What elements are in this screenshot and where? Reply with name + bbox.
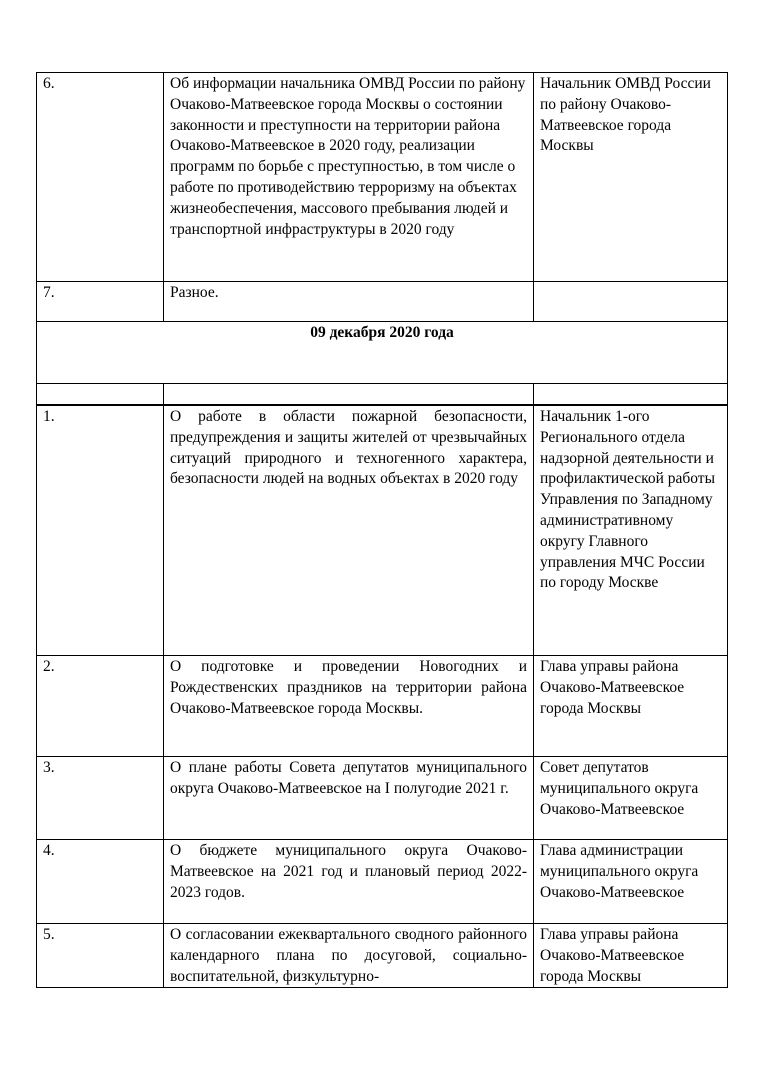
- table-row: [37, 656, 728, 757]
- item-number: 7.: [37, 282, 164, 322]
- item-topic: О бюджете муниципального округа Очаково-Матвеевское на 2021 год и плановый период 2022-2023 годов.: [164, 840, 534, 924]
- item-topic: О согласовании ежеквартального сводного районного календарного плана по досуговой, социально-воспитательной, физкультурно-: [164, 924, 534, 988]
- table-row: [37, 840, 728, 924]
- item-topic: Об информации начальника ОМВД России по району Очаково-Матвеевское города Москвы о состоянии законности и преступности на территории района Очаково-Матвеевское в 2020 году, реализации программ по борьбе с преступностью, в том числе о работе по противодействию терроризму на объектах жизнеобеспечения, массового пребывания людей и транспортной инфраструктуры в 2020 году: [164, 73, 534, 282]
- agenda-table: [36, 72, 728, 988]
- item-speaker: Начальник 1-ого Регионального отдела надзорной деятельности и профилактической работы Управления по Западному административному округу Главного управления МЧС России по городу Москве: [534, 406, 728, 656]
- table-row: [37, 282, 728, 322]
- empty-row: [37, 384, 728, 405]
- date-heading: 09 декабря 2020 года: [37, 322, 728, 384]
- item-speaker: Глава управы района Очаково-Матвеевское города Москвы: [534, 656, 728, 757]
- table-row: [37, 73, 728, 282]
- item-number: 5.: [37, 924, 164, 988]
- date-row: [37, 322, 728, 384]
- item-topic: О подготовке и проведении Новогодних и Рождественских праздников на территории района Очаково-Матвеевское города Москвы.: [164, 656, 534, 757]
- item-number: 4.: [37, 840, 164, 924]
- item-speaker: [534, 282, 728, 322]
- item-speaker: Глава управы района Очаково-Матвеевское города Москвы: [534, 924, 728, 988]
- item-number: 2.: [37, 656, 164, 757]
- table-row: [37, 924, 728, 988]
- table-row: [37, 757, 728, 840]
- empty-cell: [37, 384, 164, 405]
- item-topic: Разное.: [164, 282, 534, 322]
- empty-cell: [164, 384, 534, 405]
- item-topic: О работе в области пожарной безопасности, предупреждения и защиты жителей от чрезвычайных ситуаций природного и техногенного характера, безопасности людей на водных объектах в 2020 году: [164, 406, 534, 656]
- item-speaker: Начальник ОМВД России по району Очаково-Матвеевское города Москвы: [534, 73, 728, 282]
- item-number: 1.: [37, 406, 164, 656]
- item-topic: О плане работы Совета депутатов муниципального округа Очаково-Матвеевское на I полугодие 2021 г.: [164, 757, 534, 840]
- table-row: [37, 406, 728, 656]
- item-speaker: Глава администрации муниципального округа Очаково-Матвеевское: [534, 840, 728, 924]
- empty-cell: [534, 384, 728, 405]
- item-number: 6.: [37, 73, 164, 282]
- item-speaker: Совет депутатов муниципального округа Очаково-Матвеевское: [534, 757, 728, 840]
- item-number: 3.: [37, 757, 164, 840]
